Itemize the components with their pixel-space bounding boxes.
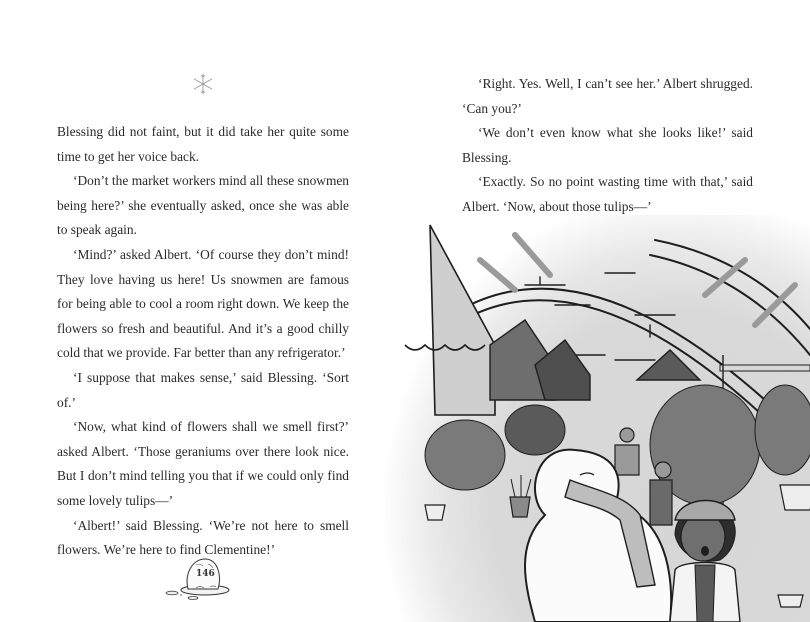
page-number: 146 bbox=[196, 569, 215, 579]
paragraph: ‘Don’t the market workers mind all these snowmen being here?’ she eventually asked, once she was able to speak again. bbox=[57, 173, 349, 238]
paragraph: ‘I suppose that makes sense,’ said Blessing. ‘Sort of.’ bbox=[57, 369, 349, 410]
market-scene bbox=[375, 215, 810, 622]
paragraph: ‘Exactly. So no point wasting time with that,’ said Albert. ‘Now, about those tulips—’ bbox=[462, 174, 753, 214]
paragraph: ‘Albert!’ said Blessing. ‘We’re not here to smell flowers. We’re here to find Clementine!’ bbox=[57, 517, 349, 558]
right-page bbox=[405, 0, 810, 622]
snowflake-icon bbox=[192, 73, 214, 95]
paragraph: ‘Right. Yes. Well, I can’t see her.’ Albert shrugged. ‘Can you?’ bbox=[462, 76, 753, 116]
paragraph: ‘Mind?’ asked Albert. ‘Of course they don’t mind! They love having us here! Us snowmen are famous for being able to cool a room right down. We keep the flowers so fresh and beautiful. And it’s a good chilly cold that we provide. Far better than any refrigerator.’ bbox=[57, 246, 349, 361]
paragraph: ‘We don’t even know what she looks like!’ said Blessing. bbox=[462, 125, 753, 165]
page-number-badge bbox=[160, 552, 240, 602]
right-page-body-text bbox=[462, 72, 753, 220]
paragraph: Blessing did not faint, but it did take her quite some time to get her voice back. bbox=[57, 124, 349, 164]
flower-market-illustration bbox=[375, 215, 810, 622]
left-page-body-text bbox=[57, 120, 349, 563]
paragraph: ‘Now, what kind of flowers shall we smell first?’ asked Albert. ‘Those geraniums over there look nice. But I don’t mind telling you that if we could only find some lovely tulips—’ bbox=[57, 419, 349, 508]
